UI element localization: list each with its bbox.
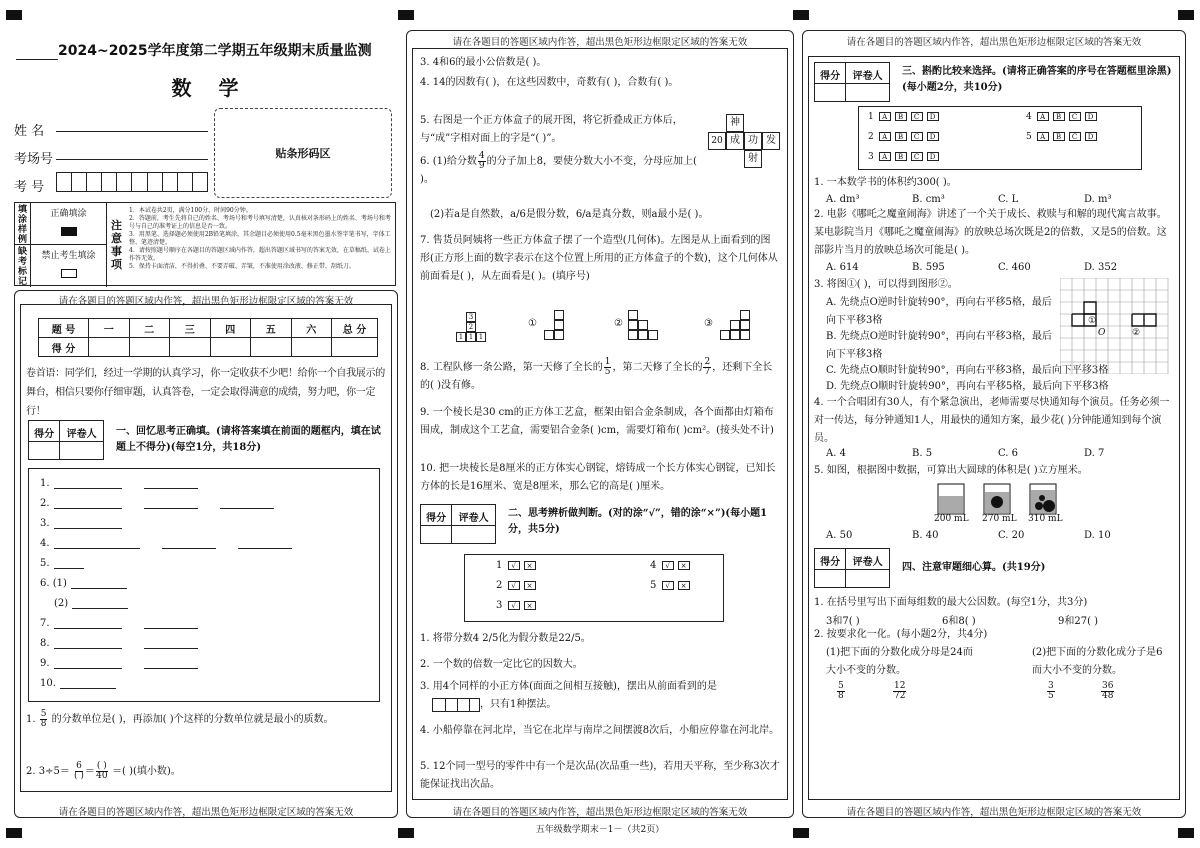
question-7: 7. 售货员阿姨将一些正方体盒子摆了一个造型(几何体)。左图是从上面看到的图形(正方形上面的数字表示在这个位置上所用的正方体盒子的个数)，这个几何体从前面看是( )，从左面看是( )。(填序号)	[420, 235, 778, 282]
question-6-1	[420, 152, 700, 189]
numerator: 5	[40, 709, 47, 719]
q7-option-1	[544, 310, 574, 350]
judge-number: 5	[650, 580, 657, 591]
note-item: 3．用黑笔、选择题必须使用2B铅笔填涂，其余题目必须使用0.5毫米黑色墨水签字笔书写，字体工整、笔迹清楚。	[129, 231, 391, 246]
judge-5: 5. 12个同一型号的零件中有一个是次品(次品重一些)，若用天平称，至少称3次才能保证找出次品。	[420, 761, 780, 790]
option-text: C. 6	[998, 448, 1019, 459]
option-bubble[interactable]: B	[1053, 112, 1065, 121]
score-row-label: 得 分	[39, 338, 89, 357]
region-warning: 请在各题目的答题区域内作答，超出黑色矩形边框限定区域的答案无效	[846, 37, 1142, 48]
beaker-label: 200 mL	[934, 514, 969, 524]
question-6-2: (2)若a是自然数，a/6是假分数，6/a是真分数，则a最小是( )。	[430, 209, 709, 220]
option-bubble[interactable]: A	[879, 112, 891, 121]
score-label: 得分	[815, 63, 846, 101]
option-text: D. m³	[1084, 194, 1112, 205]
option-text: A. 614	[826, 262, 859, 273]
section-four-title: 四、注意审题细心算。(共19分)	[902, 562, 1046, 573]
answer-blank[interactable]	[238, 548, 292, 549]
option-bubble[interactable]: D	[927, 152, 939, 161]
fill-instructions	[14, 202, 396, 286]
choice-5-options	[826, 530, 1176, 541]
question-8	[420, 358, 780, 395]
id-label: 考 号	[14, 180, 45, 195]
name-field[interactable]	[56, 118, 208, 132]
choice-3-option-a: A. 先绕点O逆时针旋转90°，再向右平移5格，最后向下平移3格	[826, 297, 1052, 326]
subject-title: 数 学	[171, 76, 249, 100]
answer-blank[interactable]	[144, 628, 198, 629]
fraction	[1047, 682, 1055, 701]
registration-mark	[1178, 10, 1194, 20]
gcd-item[interactable]: 6和8( )	[942, 616, 976, 627]
judge-3	[420, 678, 780, 714]
judge-number: 4	[650, 560, 657, 571]
gcd-item[interactable]: 3和7( )	[826, 616, 860, 627]
room-label: 考场号	[14, 152, 54, 167]
barcode-label: 贴条形码区	[275, 147, 331, 160]
q7-option-3	[720, 310, 760, 350]
registration-mark	[793, 10, 809, 20]
fraction	[40, 710, 48, 729]
option-bubble[interactable]: B	[895, 112, 907, 121]
numerator: 4	[478, 151, 485, 161]
score-label: 得分	[421, 505, 452, 543]
choice-4: 4. 一个合唱团有30人，有个紧急演出，老师需要尽快通知每个演员。任务必须一对一传达，每分钟通知1人，用最快的通知方案，最少花( )分钟能通知到每个演员。	[814, 397, 1170, 444]
registration-mark	[1178, 828, 1194, 838]
answer-label: 3.	[40, 518, 50, 529]
answer-blank[interactable]	[54, 508, 122, 509]
option-text: D. 352	[1084, 262, 1118, 273]
fill-1-items	[826, 612, 1176, 627]
question-text: 的分子加上8，要使分数大小不变，分母应加上( )。	[420, 156, 697, 185]
score-cell[interactable]	[89, 338, 130, 357]
answer-blank[interactable]	[72, 608, 128, 609]
option-text: C. L	[998, 194, 1019, 205]
score-header: 四	[210, 319, 251, 338]
grader-label: 评卷人	[852, 71, 883, 82]
question-text: 2. 3÷5＝	[26, 766, 70, 777]
score-cell[interactable]	[170, 338, 211, 357]
denominator: 9	[478, 161, 485, 171]
choice-3: 3. 将图①( )，可以得到图形②。	[814, 279, 958, 290]
net-face: 射	[744, 150, 762, 168]
answer-label: 4.	[40, 538, 50, 549]
region-warning: 请在各题目的答题区域内作答，超出黑色矩形边框限定区域的答案无效	[58, 296, 354, 307]
answer-label: 6. (1)	[40, 578, 67, 589]
score-header: 五	[251, 319, 292, 338]
absent-text: 禁止考生填涂	[41, 251, 96, 261]
registration-mark	[398, 10, 414, 20]
numerator: 12	[894, 681, 906, 691]
question-1	[26, 710, 386, 729]
absent-label: 缺考标记	[15, 245, 31, 287]
answer-label: 9.	[40, 658, 50, 669]
grader-box	[28, 420, 104, 460]
question-text: 3. 用4个同样的小正方体(面面之间相互接触)，摆出从前面看到的是	[420, 681, 717, 692]
denominator: ( )	[74, 771, 84, 781]
score-label: 得分	[29, 421, 60, 459]
option-text: A. 4	[826, 448, 846, 459]
page-footer: 五年级数学期末－1－（共2页）	[535, 825, 665, 835]
exam-title: 2024~2025学年度第二学期五年级期末质量监测	[58, 43, 372, 59]
choice-3-option-c: C. 先绕点O顺时针旋转90°，再向右平移3格，最后向下平移3格	[826, 365, 1109, 376]
choice-3-option-d: D. 先绕点O顺时针旋转90°，再向右平移5格，最后向下平移3格	[826, 381, 1109, 392]
note-item: 4．请按照题号顺序在各题目的答题区域内作答，超出答题区域书写的答案无效，在草稿纸、试卷上作答无效。	[129, 247, 391, 262]
notes-label: 注意事项	[111, 219, 122, 271]
answer-blank[interactable]	[54, 628, 122, 629]
option-bubble[interactable]: D	[1085, 132, 1097, 141]
figure-2-label: ②	[1132, 328, 1141, 338]
choice-1-options	[826, 194, 1176, 205]
question-10: 10. 把一块棱长是8厘米的正方体实心钢锭，熔铸成一个长方体实心钢锭，已知长方体的长是16厘米、宽是8厘米，那么它的高是( )厘米。	[420, 463, 776, 492]
registration-mark	[6, 828, 22, 838]
net-face: 成	[726, 132, 744, 150]
option-bubble[interactable]: C	[911, 112, 923, 121]
denominator: 48	[1102, 691, 1114, 701]
answer-label: 7.	[40, 618, 50, 629]
true-bubble[interactable]: √	[662, 561, 674, 570]
true-bubble[interactable]: √	[508, 601, 520, 610]
note-item: 1．本试卷共2页，满分100分，时间90分钟。	[129, 207, 252, 214]
option-bubble[interactable]: D	[927, 132, 939, 141]
true-bubble[interactable]: √	[662, 581, 674, 590]
fraction	[478, 152, 486, 171]
section-one-title: 一、回忆思考正确填。(请将答案填在前面的题框内，填在试题上不得分)(每空1分，共18分)	[116, 426, 381, 453]
net-face: 神	[726, 114, 744, 132]
judge-2: 2. 一个数的倍数一定比它的因数大。	[420, 659, 583, 670]
numerator: ( )	[96, 761, 107, 771]
choice-5: 5. 如图，根据图中数据，可算出大圆球的体积是( )立方厘米。	[814, 465, 1088, 476]
option-bubble[interactable]: B	[895, 152, 907, 161]
false-bubble[interactable]: ×	[524, 601, 536, 610]
option-bubble[interactable]: D	[927, 112, 939, 121]
choice-3-option-b: B. 先绕点O逆时针旋转90°，再向右平移3格，最后向下平移3格	[826, 331, 1052, 360]
beaker-label: 310 mL	[1028, 514, 1063, 524]
score-cell[interactable]	[251, 338, 292, 357]
question-text: ，还剩下全长的( )没有修。	[420, 362, 773, 391]
answer-blank[interactable]	[144, 508, 198, 509]
score-cell[interactable]	[332, 338, 378, 357]
numerator: 36	[1102, 681, 1114, 691]
numerator: 5	[838, 681, 844, 691]
score-cell[interactable]	[291, 338, 332, 357]
option-text: B. 40	[912, 530, 939, 541]
option-text: B. 5	[912, 448, 933, 459]
grader-box	[814, 548, 890, 588]
option-bubble[interactable]: C	[911, 152, 923, 161]
false-bubble[interactable]: ×	[524, 581, 536, 590]
notes-list	[129, 207, 393, 271]
false-bubble[interactable]: ×	[524, 561, 536, 570]
fraction	[837, 682, 845, 701]
answer-blank[interactable]	[144, 648, 198, 649]
grader-box	[420, 504, 496, 544]
choice-number: 4	[1026, 112, 1032, 122]
option-text: D. 10	[1084, 530, 1111, 541]
answer-blank[interactable]	[144, 668, 198, 669]
option-bubble[interactable]: B	[895, 132, 907, 141]
answer-blank[interactable]	[162, 548, 216, 549]
answer-label: 5.	[40, 558, 50, 569]
option-bubble[interactable]: D	[1085, 112, 1097, 121]
cube-net	[706, 114, 782, 176]
fraction	[604, 358, 612, 377]
example-label: 填涂样例	[15, 203, 31, 245]
judge-1: 1. 将带分数4 2/5化为假分数是22/5。	[420, 633, 591, 644]
score-header: 三	[170, 319, 211, 338]
fill-1: 1. 在括号里写出下面每组数的最大公因数。(每空1分，共3分)	[814, 597, 1088, 608]
question-4: 4. 14的因数有( )，在这些因数中，奇数有( )，合数有( )。	[420, 77, 679, 88]
answer-blank[interactable]	[54, 668, 122, 669]
grader-label: 评卷人	[66, 429, 97, 440]
answer-blank[interactable]	[60, 688, 116, 689]
answer-label: 8.	[40, 638, 50, 649]
option-text: C. 20	[998, 530, 1025, 541]
true-bubble[interactable]: √	[508, 581, 520, 590]
answer-blank[interactable]	[220, 508, 274, 509]
figure-1-shape	[1084, 302, 1096, 314]
question-text: ＝( )(填小数)。	[111, 766, 181, 777]
region-warning: 请在各题目的答题区域内作答，超出黑色矩形边框限定区域的答案无效	[452, 37, 748, 48]
choice-number: 5	[1026, 132, 1032, 142]
net-face: 发	[762, 132, 780, 150]
q7-top-view: 3 2 1 1 1	[454, 312, 494, 352]
grader-label: 评卷人	[852, 557, 883, 568]
choice-4-options	[826, 448, 1176, 459]
choice-1: 1. 一本数学书的体积约300( )。	[814, 177, 957, 188]
judge-number: 2	[496, 580, 503, 591]
fill-2-1: (1)把下面的分数化成分母是24而大小不变的分数。	[826, 647, 973, 676]
section-three-title: 三、斟酌比较来选择。(请将正确答案的序号在答题框里涂黑)(每小题2分，共10分)	[902, 66, 1172, 93]
question-text: 6. (1)给分数	[420, 156, 477, 167]
score-header: 总 分	[332, 319, 378, 338]
numerator: 1	[604, 357, 611, 367]
score-header: 二	[129, 319, 170, 338]
option-label: ①	[528, 318, 537, 329]
preface: 卷首语：同学们，经过一学期的认真学习，你一定收获不少吧！给你一个自我展示的舞台，相信只要你仔细审题，认真答卷，一定会取得满意的成绩，努力吧，你一定行！	[26, 368, 385, 417]
answer-blank[interactable]	[54, 548, 140, 549]
point-o-label: O	[1098, 328, 1106, 338]
answer-label: 1.	[40, 478, 50, 489]
fraction	[1101, 682, 1114, 701]
question-text: 的分数单位是( )，再添加( )个这样的分数单位就是最小的质数。	[51, 714, 334, 725]
rotation-grid	[1060, 278, 1174, 374]
gcd-item[interactable]: 9和27( )	[1058, 616, 1099, 627]
answer-blank[interactable]	[54, 488, 122, 489]
denominator: 8	[838, 691, 844, 701]
net-face: 功	[744, 132, 762, 150]
choice-number: 1	[868, 112, 874, 122]
answer-blank[interactable]	[54, 528, 122, 529]
filled-sample	[61, 227, 77, 236]
room-field[interactable]	[56, 146, 208, 160]
region-warning: 请在各题目的答题区域内作答，超出黑色矩形边框限定区域的答案无效	[846, 807, 1142, 818]
denominator: 5	[604, 367, 611, 377]
numerator: 3	[1048, 681, 1054, 691]
barcode-area	[214, 108, 392, 198]
figure-1-label: ①	[1088, 316, 1097, 326]
registration-mark	[793, 828, 809, 838]
option-bubble[interactable]: B	[1053, 132, 1065, 141]
answer-blank[interactable]	[54, 648, 122, 649]
q7-option-2	[628, 310, 668, 350]
denominator: 72	[894, 691, 906, 701]
option-bubble[interactable]: C	[1069, 132, 1081, 141]
score-table	[38, 318, 378, 357]
true-bubble[interactable]: √	[508, 561, 520, 570]
false-bubble[interactable]: ×	[678, 581, 690, 590]
option-bubble[interactable]: C	[1069, 112, 1081, 121]
false-bubble[interactable]: ×	[678, 561, 690, 570]
option-text: C. 460	[998, 262, 1031, 273]
note-item: 2．答题前，考生先将自己的姓名、考场号和考号填写清楚，认真核对条形码上的姓名、考场号和考号与自己的准考证上的信息是否一致。	[129, 215, 391, 230]
beaker-label: 270 mL	[982, 514, 1017, 524]
name-label: 姓 名	[14, 124, 45, 139]
option-text: B. cm³	[912, 194, 945, 205]
option-bubble[interactable]: A	[879, 152, 891, 161]
region-warning: 请在各题目的答题区域内作答，超出黑色矩形边框限定区域的答案无效	[58, 807, 354, 818]
question-text: ，第二天修了全长的	[612, 362, 703, 373]
option-label: ③	[704, 318, 713, 329]
note-item: 5．保持卡面清洁，不得折叠、不要弄破、弄皱，不准使用涂改液、修正带、刮纸刀。	[129, 263, 355, 270]
net-face: 20	[708, 132, 726, 150]
denominator: 7	[704, 367, 711, 377]
answer-blank[interactable]	[71, 588, 127, 589]
denominator: 40	[96, 771, 108, 781]
section-two-title: 二、思考辨析做判断。(对的涂“√”，错的涂“×”)(每小题1分，共5分)	[508, 508, 768, 535]
score-cell[interactable]	[210, 338, 251, 357]
option-text: D. 7	[1084, 448, 1105, 459]
answer-label: (2)	[54, 598, 69, 609]
question-3: 3. 4和6的最小公倍数是( )。	[420, 57, 547, 68]
score-header: 六	[291, 319, 332, 338]
denominator: 8	[40, 719, 47, 729]
score-header: 题 号	[39, 319, 89, 338]
score-cell[interactable]	[129, 338, 170, 357]
choice-number: 3	[868, 152, 874, 162]
option-bubble[interactable]: A	[1037, 112, 1049, 121]
fraction	[74, 762, 84, 781]
question-5: 5. 右图是一个正方体盒子的展开图，将它折叠成正方体后，与“成”字相对面上的字是“( )”。	[420, 115, 683, 144]
option-text: B. 595	[912, 262, 945, 273]
option-text: A. dm³	[826, 194, 860, 205]
answer-label: 10.	[40, 678, 56, 689]
registration-mark	[6, 10, 22, 20]
score-label: 得分	[815, 549, 846, 587]
id-boxes[interactable]	[56, 172, 208, 192]
numerator: 6	[76, 761, 82, 771]
choice-2-options	[826, 262, 1176, 273]
score-header: 一	[89, 319, 130, 338]
judge-number: 3	[496, 600, 503, 611]
question-number: 1.	[26, 714, 36, 725]
choice-2: 2. 电影《哪吒之魔童闹海》讲述了一个关于成长、救赎与和解的现代寓言故事。某电影院当月《哪吒之魔童闹海》的放映总场次既是2的倍数，又是5的倍数。这部影片当月的放映总场次可能是( )。	[814, 209, 1167, 256]
numerator: 2	[704, 357, 711, 367]
question-text: ，只有1种摆法。	[480, 699, 557, 710]
fraction	[893, 682, 906, 701]
correct-fill-label: 正确填涂	[50, 209, 87, 219]
fraction	[96, 762, 108, 781]
answer-label: 2.	[40, 498, 50, 509]
option-bubble[interactable]: A	[879, 132, 891, 141]
answer-blank[interactable]	[54, 568, 84, 569]
grader-label: 评卷人	[458, 513, 489, 524]
fraction	[703, 358, 711, 377]
grader-box	[814, 62, 890, 102]
option-bubble[interactable]: A	[1037, 132, 1049, 141]
answer-blank[interactable]	[144, 488, 198, 489]
region-warning: 请在各题目的答题区域内作答，超出黑色矩形边框限定区域的答案无效	[452, 807, 748, 818]
absent-checkbox[interactable]	[61, 269, 77, 278]
judge-number: 1	[496, 560, 503, 571]
choice-number: 2	[868, 132, 874, 142]
denominator: 5	[1048, 691, 1054, 701]
judge-4: 4. 小船停靠在河北岸，当它在北岸与南岸之间摆渡8次后，小船应停靠在河北岸。	[420, 725, 780, 736]
option-text: A. 50	[826, 530, 853, 541]
front-view-figure	[432, 698, 480, 712]
fill-2: 2. 按要求化一化。(每小题2分，共4分)	[814, 629, 988, 640]
question-text: 8. 工程队修一条公路，第一天修了全长的	[420, 362, 603, 373]
question-2: 2. 3÷5＝ 6 ( ) ＝ ( ) 40 ＝( )(填小数)。	[26, 761, 181, 781]
option-bubble[interactable]: C	[911, 132, 923, 141]
fill-2-2: (2)把下面的分数化成分子是6而大小不变的分数。	[1032, 647, 1163, 676]
option-label: ②	[614, 318, 623, 329]
question-9: 9. 一个棱长是30 cm的正方体工艺盒，框架由铝合金条制成，各个面都由灯箱布围成，制成这个工艺盒，需要铝合金条( )cm，需要灯箱布( )cm²。(接头处不计)	[420, 407, 774, 436]
